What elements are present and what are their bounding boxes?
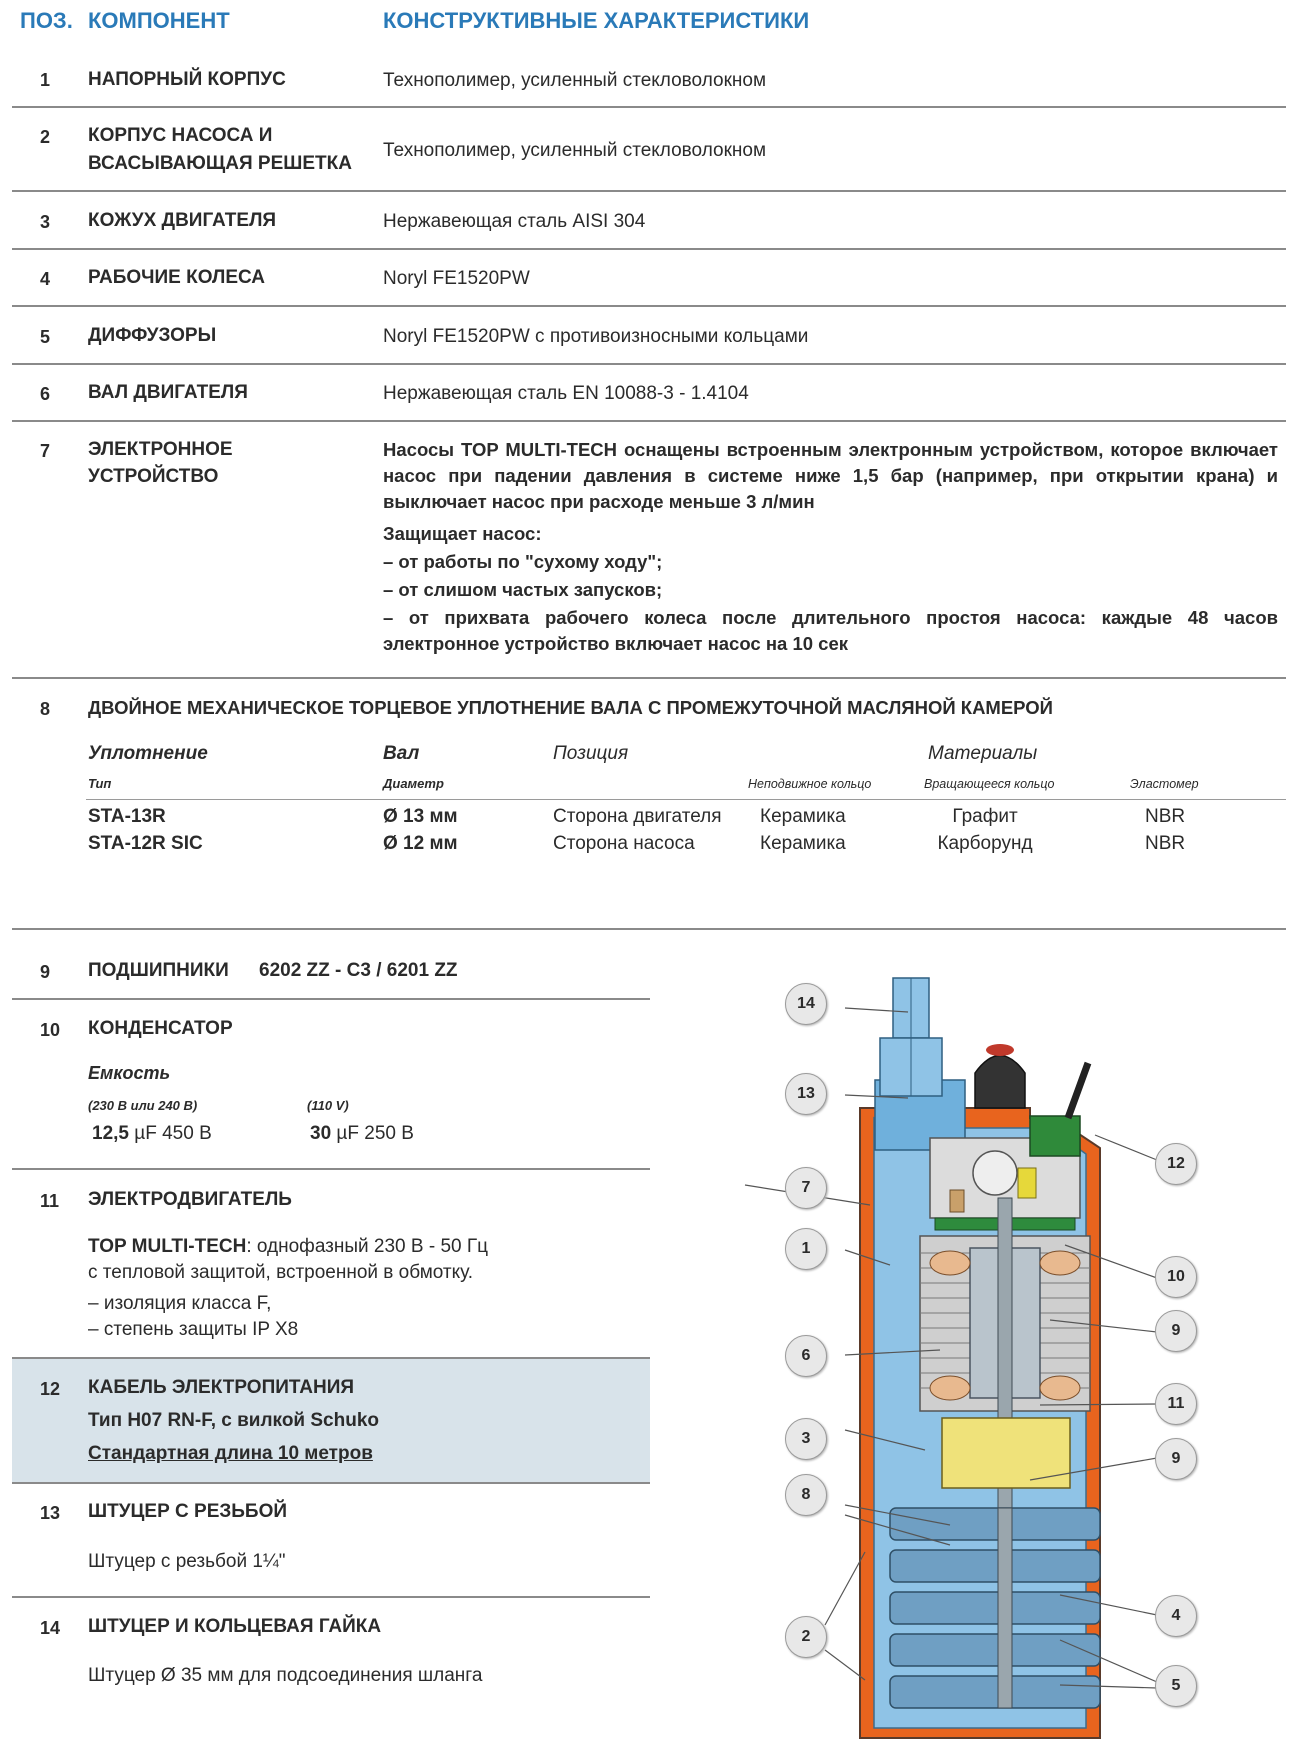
capacitor-value-1-num: 12,5: [92, 1123, 129, 1144]
seal-row-1-rotating: Графит: [952, 806, 1018, 827]
seal-row-2-diameter: Ø 12 мм: [383, 833, 458, 854]
row-10-component: КОНДЕНСАТОР: [88, 1018, 233, 1039]
row-7-number: 7: [40, 441, 51, 461]
row-2-description: Технополимер, усиленный стекловолокном: [383, 140, 767, 161]
seal-row-1-position: Сторона двигателя: [553, 806, 722, 827]
seal-row-1-fixed: Керамика: [760, 806, 846, 827]
divider: [12, 106, 1286, 108]
row-1-description: Технополимер, усиленный стекловолокном: [383, 70, 767, 91]
seal-sub-elastomer: Эластомер: [1130, 777, 1199, 791]
seal-row-2-rotating: Карборунд: [937, 833, 1033, 854]
row-9-value: 6202 ZZ - C3 / 6201 ZZ: [259, 960, 458, 981]
row-2-component-line1: КОРПУС НАСОСА И: [88, 125, 273, 146]
row-13-value: Штуцер с резьбой 1¼": [88, 1551, 286, 1572]
seal-table-rule: [86, 799, 1286, 800]
divider: [12, 998, 650, 1000]
row-8-title: ДВОЙНОЕ МЕХАНИЧЕСКОЕ ТОРЦЕВОЕ УПЛОТНЕНИЕ ВАЛА С ПРОМЕЖУТОЧНОЙ МАСЛЯНОЙ КАМЕРОЙ: [88, 697, 1053, 718]
divider: [12, 363, 1286, 365]
callout-7: 7: [785, 1167, 827, 1209]
seal-header-seal: Уплотнение: [88, 743, 208, 764]
callout-12: 12: [1155, 1143, 1197, 1185]
row-11-component: ЭЛЕКТРОДВИГАТЕЛЬ: [88, 1189, 292, 1210]
seal-header-materials: Материалы: [928, 743, 1038, 764]
seal-row-1-elastomer: NBR: [1145, 806, 1186, 827]
row-5-component: ДИФФУЗОРЫ: [88, 325, 217, 346]
motor-line-2: с тепловой защитой, встроенной в обмотку.: [88, 1262, 474, 1283]
divider: [12, 248, 1286, 250]
cable-length: Стандартная длина 10 метров: [88, 1443, 373, 1464]
callout-13: 13: [785, 1073, 827, 1115]
capacitor-voltage-2: (110 V): [307, 1098, 349, 1113]
divider: [12, 928, 1286, 930]
row-2-component-line2: ВСАСЫВАЮЩАЯ РЕШЕТКА: [88, 153, 352, 174]
divider: [12, 1168, 650, 1170]
divider: [12, 1596, 650, 1598]
seal-row-2-position: Сторона насоса: [553, 833, 695, 854]
callout-5: 5: [1155, 1665, 1197, 1707]
seal-sub-type: Тип: [88, 776, 112, 791]
row-4-component: РАБОЧИЕ КОЛЕСА: [88, 267, 265, 288]
capacitor-value-1-unit: µF 450 В: [128, 1123, 212, 1144]
seal-header-position: Позиция: [553, 743, 629, 764]
row-8-number: 8: [40, 699, 51, 719]
row-3-component: КОЖУХ ДВИГАТЕЛЯ: [88, 210, 277, 231]
callout-6: 6: [785, 1335, 827, 1377]
row-5-number: 5: [40, 327, 51, 347]
capacitor-value-2: [310, 1123, 414, 1145]
row-9-number: 9: [40, 962, 51, 982]
motor-model: TOP MULTI-TECH: [88, 1236, 247, 1257]
row-14-component: ШТУЦЕР И КОЛЬЦЕВАЯ ГАЙКА: [88, 1616, 382, 1637]
row-13-component: ШТУЦЕР С РЕЗЬБОЙ: [88, 1501, 288, 1522]
seal-row-1-type: STA-13R: [88, 806, 166, 827]
seal-row-2-type: STA-12R SIC: [88, 833, 203, 854]
row-4-number: 4: [40, 269, 51, 289]
callout-9-lower: 9: [1155, 1438, 1197, 1480]
row-1-component: НАПОРНЫЙ КОРПУС: [88, 69, 286, 90]
callout-9-upper: 9: [1155, 1310, 1197, 1352]
motor-line-1: [88, 1236, 488, 1258]
row-7-bullet-3: – от прихвата рабочего колеса после длительного простоя насоса: каждые 48 часов электронное устройство включает насос на 10 сек: [383, 607, 1278, 654]
callout-11: 11: [1155, 1383, 1197, 1425]
row-6-number: 6: [40, 384, 51, 404]
seal-sub-diameter: Диаметр: [383, 776, 444, 791]
row-7-paragraph: Насосы TOP MULTI-TECH оснащены встроенным электронным устройством, которое включает насос при падении давления в системе ниже 1,5 бар (например, при открытии крана) и выключает насос при расходе меньше 3 л/мин: [383, 439, 1278, 512]
row-3-description: Нержавеющая сталь AISI 304: [383, 211, 646, 232]
row-6-component: ВАЛ ДВИГАТЕЛЯ: [88, 382, 248, 403]
motor-line-1-rest: : однофазный 230 В - 50 Гц: [246, 1236, 489, 1257]
row-1-number: 1: [40, 70, 51, 90]
header-characteristics: КОНСТРУКТИВНЫЕ ХАРАКТЕРИСТИКИ: [383, 8, 810, 33]
row-10-number: 10: [40, 1020, 61, 1040]
callout-1: 1: [785, 1228, 827, 1270]
row-14-value: Штуцер Ø 35 мм для подсоединения шланга: [88, 1665, 483, 1686]
seal-header-shaft: Вал: [383, 743, 420, 764]
capacitor-voltage-1: (230 В или 240 В): [88, 1098, 198, 1113]
callout-2: 2: [785, 1616, 827, 1658]
row-11-number: 11: [40, 1191, 60, 1211]
capacitor-capacity-label: Емкость: [88, 1063, 171, 1083]
row-7-bullet-2: – от слишом частых запусков;: [383, 579, 663, 600]
callout-10: 10: [1155, 1256, 1197, 1298]
divider: [12, 190, 1286, 192]
callout-3: 3: [785, 1418, 827, 1460]
row-7-bullet-1: – от работы по "сухому ходу";: [383, 551, 663, 572]
capacitor-value-1: [92, 1123, 212, 1145]
seal-sub-fixed: Неподвижное кольцо: [748, 777, 872, 791]
row-6-description: Нержавеющая сталь EN 10088-3 - 1.4104: [383, 383, 749, 404]
callout-4: 4: [1155, 1595, 1197, 1637]
cable-type: Тип H07 RN-F, с вилкой Schuko: [88, 1410, 380, 1431]
row-14-number: 14: [40, 1618, 61, 1638]
capacitor-value-2-unit: µF 250 В: [331, 1123, 414, 1144]
divider: [12, 420, 1286, 422]
row-7-protects: Защищает насос:: [383, 523, 542, 544]
row-9-component: ПОДШИПНИКИ: [88, 960, 229, 981]
callout-14: 14: [785, 983, 827, 1025]
capacitor-value-2-num: 30: [310, 1123, 332, 1144]
seal-row-2-elastomer: NBR: [1145, 833, 1186, 854]
motor-bullet-1: – изоляция класса F,: [88, 1293, 272, 1314]
divider: [12, 305, 1286, 307]
divider: [12, 1357, 650, 1359]
divider: [12, 1482, 650, 1484]
row-12-number: 12: [40, 1379, 61, 1399]
seal-row-1-diameter: Ø 13 мм: [383, 806, 458, 827]
motor-bullet-2: – степень защиты IP X8: [88, 1319, 299, 1340]
seal-row-2-fixed: Керамика: [760, 833, 846, 854]
row-5-description: Noryl FE1520PW с противоизносными кольцами: [383, 326, 809, 347]
divider: [12, 677, 1286, 679]
row-13-number: 13: [40, 1503, 61, 1523]
row-12-component: КАБЕЛЬ ЭЛЕКТРОПИТАНИЯ: [88, 1377, 355, 1398]
header-pos: ПОЗ.: [20, 8, 73, 33]
seal-sub-rotating: Вращающееся кольцо: [924, 777, 1055, 791]
row-4-description: Noryl FE1520PW: [383, 268, 530, 289]
header-component: КОМПОНЕНТ: [88, 8, 230, 33]
callout-leader-lines: [700, 960, 1220, 1720]
row-7-component-line2: УСТРОЙСТВО: [88, 466, 219, 487]
row-3-number: 3: [40, 212, 51, 232]
row-7-component-line1: ЭЛЕКТРОННОЕ: [88, 439, 233, 460]
row-7-description: [383, 437, 1278, 657]
row-2-number: 2: [40, 127, 51, 147]
callout-8: 8: [785, 1474, 827, 1516]
